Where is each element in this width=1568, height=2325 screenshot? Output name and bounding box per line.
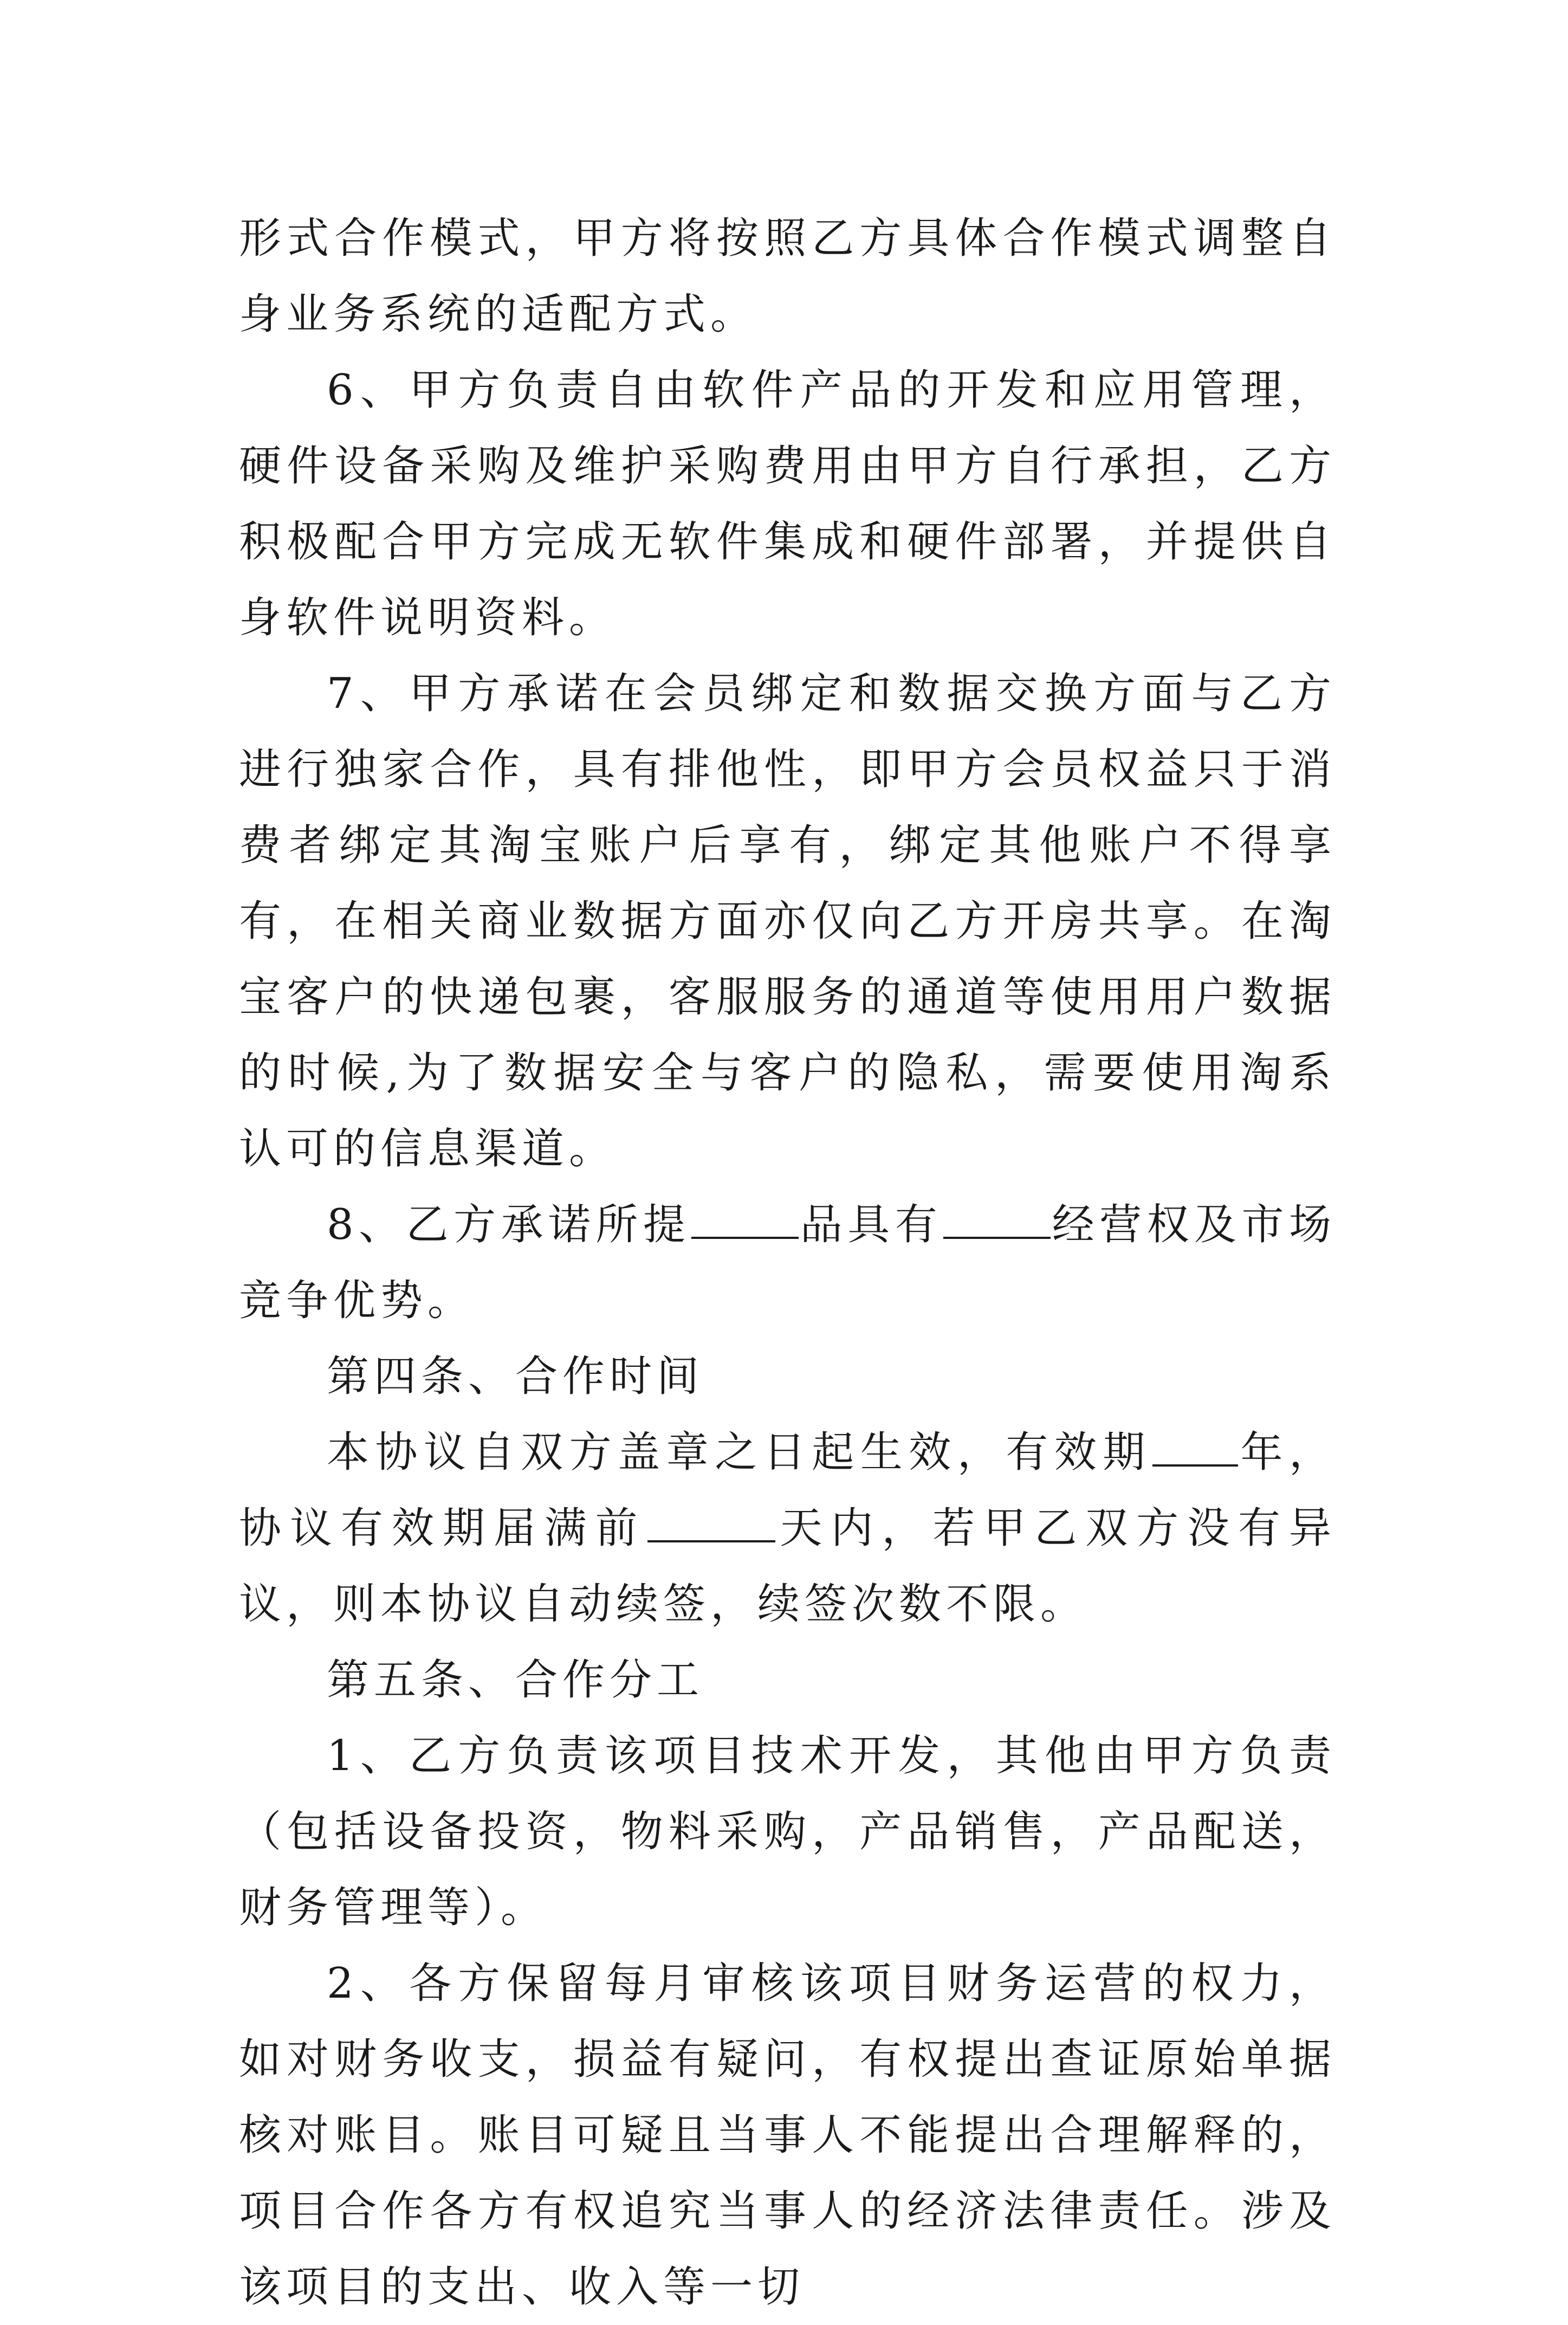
text-segment: 年，协议有效期届满前	[239, 1428, 1336, 1553]
paragraph-term	[239, 1415, 1336, 1642]
document-body	[239, 201, 1336, 2325]
fill-in-blank	[943, 1194, 1051, 1239]
text-segment: 品具有	[800, 1200, 943, 1249]
text-segment: 经营权及市场竞争优势。	[239, 1200, 1336, 1325]
paragraph-division-1: 1、乙方负责该项目技术开发，其他由甲方负责（包括设备投资，物料采购，产品销售，产品配送，财务管理等）。	[239, 1732, 1336, 1932]
paragraph-item-6: 6、甲方负责自由软件产品的开发和应用管理，硬件设备采购及维护采购费用由甲方自行承担，乙方积极配合甲方完成无软件集成和硬件部署，并提供自身软件说明资料。	[239, 366, 1336, 642]
fill-in-blank	[1152, 1422, 1238, 1467]
section-heading-5: 第五条、合作分工	[327, 1656, 704, 1704]
paragraph-item-7: 7、甲方承诺在会员绑定和数据交换方面与乙方进行独家合作，具有排他性，即甲方会员权益只于消费者绑定其淘宝账户后享有，绑定其他账户不得享有，在相关商业数据方面亦仅向乙方开房共享。在淘宝客户的快递包裹，客服服务的通道等使用用户数据的时候,为了数据安全与客户的隐私，需要使用淘系认可的信息渠道。	[239, 669, 1336, 1173]
section-heading-4: 第四条、合作时间	[327, 1352, 704, 1401]
text-segment: 本协议自双方盖章之日起生效，有效期	[327, 1428, 1151, 1477]
text-segment: 天内，若甲乙双方没有异议，则本协议自动续签，续签次数不限。	[239, 1504, 1336, 1629]
paragraph-item-8	[239, 1187, 1336, 1339]
fill-in-blank	[647, 1498, 775, 1542]
text-segment: 8、乙方承诺所提	[327, 1200, 691, 1249]
fill-in-blank	[691, 1194, 799, 1239]
paragraph-continuation: 形式合作模式，甲方将按照乙方具体合作模式调整自身业务系统的适配方式。	[239, 214, 1336, 339]
paragraph-division-2: 2、各方保留每月审核该项目财务运营的权力，如对财务收支，损益有疑问，有权提出查证原始单据核对账目。账目可疑且当事人不能提出合理解释的，项目合作各方有权追究当事人的经济法律责任。涉及该项目的支出、收入等一切	[239, 1959, 1336, 2311]
